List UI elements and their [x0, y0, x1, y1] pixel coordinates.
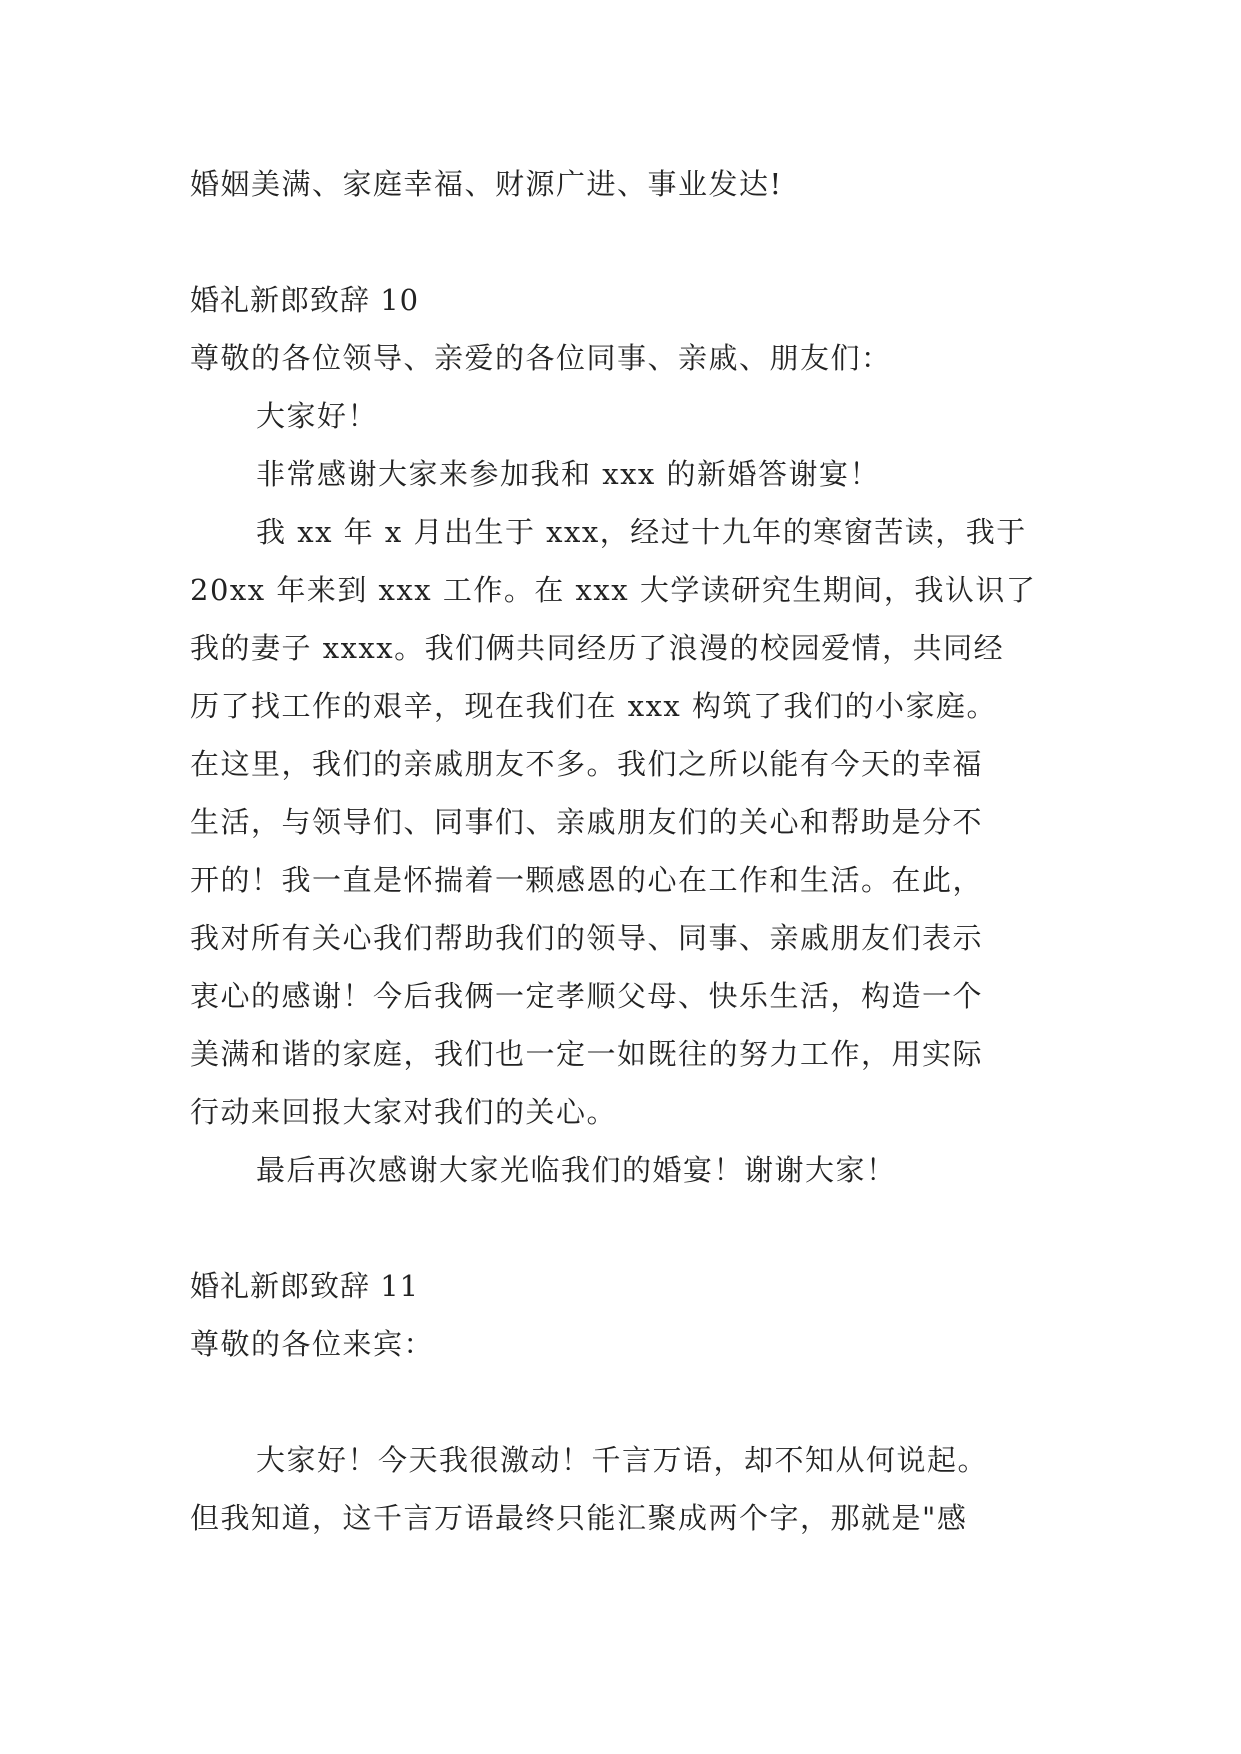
body-line: 我的妻子 xxxx。我们俩共同经历了浪漫的校园爱情，共同经 [190, 631, 1005, 665]
body-line: 20xx 年来到 xxx 工作。在 xxx 大学读研究生期间，我认识了 [190, 573, 1037, 607]
paragraph-blessing: 婚姻美满、家庭幸福、财源广进、事业发达! [190, 167, 783, 201]
body-line: 在这里，我们的亲戚朋友不多。我们之所以能有今天的幸福 [190, 747, 984, 781]
greeting-10: 大家好！ [256, 399, 379, 433]
body-line: 开的！我一直是怀揣着一颗感恩的心在工作和生活。在此， [190, 863, 984, 897]
thanks-line-10: 非常感谢大家来参加我和 xxx 的新婚答谢宴！ [256, 457, 881, 491]
body-line: 我 xx 年 x 月出生于 xxx，经过十九年的寒窗苦读，我于 [256, 515, 1027, 549]
body-line: 行动来回报大家对我们的关心。 [190, 1095, 618, 1129]
body-line: 生活，与领导们、同事们、亲戚朋友们的关心和帮助是分不 [190, 805, 984, 839]
section-heading-10: 婚礼新郎致辞 10 [190, 283, 420, 317]
body-line: 历了找工作的艰辛，现在我们在 xxx 构筑了我们的小家庭。 [190, 689, 998, 723]
salutation-10: 尊敬的各位领导、亲爱的各位同事、亲戚、朋友们： [190, 341, 892, 375]
closing-line-10: 最后再次感谢大家光临我们的婚宴！谢谢大家！ [256, 1153, 897, 1187]
greeting-11: 大家好！今天我很激动！千言万语，却不知从何说起。 [256, 1443, 989, 1477]
body-line: 美满和谐的家庭，我们也一定一如既往的努力工作，用实际 [190, 1037, 984, 1071]
body-line: 衷心的感谢！今后我俩一定孝顺父母、快乐生活，构造一个 [190, 979, 984, 1013]
salutation-11: 尊敬的各位来宾： [190, 1327, 435, 1361]
body-line: 但我知道，这千言万语最终只能汇聚成两个字，那就是"感 [190, 1501, 968, 1535]
section-heading-11: 婚礼新郎致辞 11 [190, 1269, 420, 1303]
body-line: 我对所有关心我们帮助我们的领导、同事、亲戚朋友们表示 [190, 921, 984, 955]
